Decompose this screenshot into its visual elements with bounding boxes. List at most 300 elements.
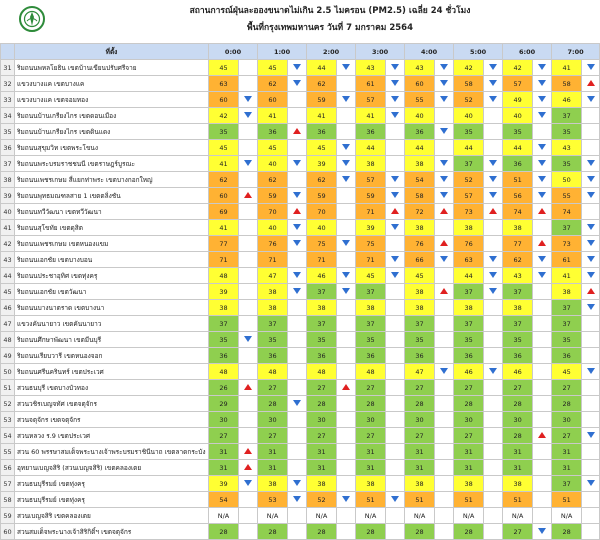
station-location: แขวงบางแค เขตบางแค	[15, 76, 209, 92]
trend-down-cell	[435, 124, 454, 140]
pm25-value: 52	[454, 92, 484, 108]
pm25-value: 31	[356, 460, 386, 476]
pm25-value: N/A	[307, 508, 337, 524]
trend-up-icon	[440, 240, 448, 246]
trend-down-cell	[288, 476, 307, 492]
trend-down-cell	[533, 76, 552, 92]
pm25-value: 38	[307, 476, 337, 492]
trend-down-icon	[391, 192, 399, 198]
pm25-value: N/A	[405, 508, 435, 524]
trend-down-cell	[337, 492, 356, 508]
trend-down-icon	[538, 160, 546, 166]
trend-down-icon	[587, 64, 595, 70]
trend-up-cell	[239, 188, 258, 204]
page-header	[0, 0, 600, 40]
trend-down-icon	[391, 80, 399, 86]
pm25-value: 35	[454, 332, 484, 348]
trend-up-cell	[533, 204, 552, 220]
trend-empty-cell	[435, 476, 454, 492]
pm25-value: 27	[405, 380, 435, 396]
trend-down-icon	[538, 144, 546, 150]
trend-empty-cell	[435, 492, 454, 508]
trend-down-cell	[386, 76, 405, 92]
pm25-value: 28	[503, 428, 533, 444]
pm25-value: 69	[209, 204, 239, 220]
trend-down-cell	[386, 172, 405, 188]
pm25-value: 28	[454, 524, 484, 540]
table-row	[1, 444, 600, 460]
trend-empty-cell	[386, 460, 405, 476]
station-location: ริมถนนเอกชัย เขตวัฒนา	[15, 284, 209, 300]
trend-down-icon	[342, 240, 350, 246]
pm25-value: 27	[552, 380, 582, 396]
station-location: ริมถนนศรีนครินทร์ เขตประเวศ	[15, 364, 209, 380]
pm25-value: 60	[209, 92, 239, 108]
trend-down-icon	[489, 368, 497, 374]
trend-down-cell	[484, 92, 503, 108]
pm25-value: 27	[307, 428, 337, 444]
pm25-value: 57	[503, 76, 533, 92]
pm25-value: 60	[405, 76, 435, 92]
trend-down-icon	[489, 288, 497, 294]
pm25-value: 28	[552, 396, 582, 412]
pm25-value: 38	[405, 156, 435, 172]
pm25-value: 38	[503, 220, 533, 236]
pm25-value: N/A	[503, 508, 533, 524]
trend-down-icon	[538, 272, 546, 278]
trend-empty-cell	[582, 412, 600, 428]
pm25-value: 41	[209, 156, 239, 172]
pm25-value: 45	[258, 140, 288, 156]
trend-empty-cell	[288, 252, 307, 268]
pm25-value: 37	[503, 284, 533, 300]
trend-empty-cell	[533, 476, 552, 492]
trend-down-icon	[587, 224, 595, 230]
trend-down-icon	[293, 240, 301, 246]
table-row	[1, 460, 600, 476]
trend-empty-cell	[582, 492, 600, 508]
trend-down-cell	[435, 92, 454, 108]
station-location: ริมถนนบางนาตราด เขตบางนา	[15, 300, 209, 316]
trend-up-cell	[435, 236, 454, 252]
trend-empty-cell	[337, 76, 356, 92]
table-row	[1, 108, 600, 124]
trend-up-cell	[533, 428, 552, 444]
pm25-value: 27	[356, 428, 386, 444]
station-location: ริมถนนประชาอุทิศ เขตทุ่งครุ	[15, 268, 209, 284]
pm25-value: 74	[552, 204, 582, 220]
pm25-value: 45	[307, 140, 337, 156]
station-number: 42	[1, 236, 15, 252]
trend-up-cell	[239, 380, 258, 396]
trend-empty-cell	[484, 236, 503, 252]
trend-down-icon	[587, 176, 595, 182]
trend-empty-cell	[484, 332, 503, 348]
trend-empty-cell	[386, 332, 405, 348]
trend-down-cell	[435, 364, 454, 380]
trend-empty-cell	[239, 60, 258, 76]
pm25-value: 27	[356, 380, 386, 396]
station-number: 39	[1, 188, 15, 204]
trend-down-cell	[533, 188, 552, 204]
trend-down-icon	[440, 96, 448, 102]
pm25-value: 27	[209, 428, 239, 444]
trend-up-icon	[342, 384, 350, 390]
pm25-value: 61	[552, 252, 582, 268]
header-time-0: 0:00	[209, 44, 258, 60]
trend-down-cell	[288, 220, 307, 236]
trend-down-icon	[489, 256, 497, 262]
trend-empty-cell	[239, 268, 258, 284]
pm25-value: 42	[503, 60, 533, 76]
trend-down-icon	[440, 368, 448, 374]
trend-empty-cell	[288, 172, 307, 188]
pm25-value: 37	[552, 476, 582, 492]
trend-up-icon	[293, 208, 301, 214]
pm25-value: 38	[258, 300, 288, 316]
trend-up-cell	[435, 284, 454, 300]
pm25-value: 28	[405, 524, 435, 540]
pm25-value: 37	[405, 316, 435, 332]
pm25-value: 30	[307, 412, 337, 428]
trend-down-cell	[288, 268, 307, 284]
trend-empty-cell	[337, 428, 356, 444]
table-row	[1, 316, 600, 332]
trend-empty-cell	[386, 380, 405, 396]
trend-empty-cell	[337, 300, 356, 316]
trend-empty-cell	[288, 348, 307, 364]
pm25-value: 30	[209, 412, 239, 428]
station-number: 43	[1, 252, 15, 268]
trend-empty-cell	[386, 524, 405, 540]
pm25-value: 56	[503, 188, 533, 204]
trend-down-icon	[587, 192, 595, 198]
trend-empty-cell	[239, 428, 258, 444]
pm25-value: 46	[307, 268, 337, 284]
table-row	[1, 412, 600, 428]
table-row	[1, 60, 600, 76]
pm25-value: 39	[307, 156, 337, 172]
trend-empty-cell	[386, 236, 405, 252]
pm25-value: 38	[454, 476, 484, 492]
trend-down-cell	[239, 92, 258, 108]
pm25-value: 31	[258, 444, 288, 460]
page-title: สถานการณ์ฝุ่นละอองขนาดไม่เกิน 2.5 ไมครอน (PM2.5) เฉลี่ย 24 ชั่วโมง	[189, 6, 471, 16]
header-time-1: 1:00	[258, 44, 307, 60]
trend-empty-cell	[582, 316, 600, 332]
station-number: 38	[1, 172, 15, 188]
trend-down-cell	[484, 188, 503, 204]
pm25-value: 39	[356, 220, 386, 236]
trend-empty-cell	[288, 92, 307, 108]
trend-down-cell	[582, 156, 600, 172]
trend-empty-cell	[337, 188, 356, 204]
trend-empty-cell	[533, 508, 552, 524]
trend-empty-cell	[337, 508, 356, 524]
station-location: ริมถนนสุโขทัย เขตดุสิต	[15, 220, 209, 236]
trend-up-cell	[386, 204, 405, 220]
trend-down-icon	[587, 272, 595, 278]
table-row	[1, 204, 600, 220]
trend-empty-cell	[435, 508, 454, 524]
trend-down-cell	[386, 188, 405, 204]
pm25-value: 37	[356, 316, 386, 332]
pm25-value: 37	[503, 316, 533, 332]
pm25-value: 60	[209, 188, 239, 204]
trend-down-icon	[538, 112, 546, 118]
trend-down-icon	[440, 160, 448, 166]
trend-empty-cell	[533, 364, 552, 380]
pm25-value: 38	[405, 220, 435, 236]
pm25-value: 41	[552, 60, 582, 76]
pm25-value: 51	[454, 492, 484, 508]
pm25-value: 57	[454, 188, 484, 204]
station-number: 47	[1, 316, 15, 332]
pm25-value: 31	[405, 444, 435, 460]
trend-down-cell	[484, 60, 503, 76]
trend-empty-cell	[386, 396, 405, 412]
pm25-value: 28	[405, 396, 435, 412]
pm25-value: 44	[307, 60, 337, 76]
pm25-value: 45	[552, 364, 582, 380]
trend-empty-cell	[337, 396, 356, 412]
trend-empty-cell	[582, 460, 600, 476]
trend-down-cell	[582, 92, 600, 108]
pm25-value: 35	[209, 124, 239, 140]
trend-down-cell	[484, 268, 503, 284]
station-number: 41	[1, 220, 15, 236]
header-number	[1, 44, 15, 60]
trend-empty-cell	[386, 284, 405, 300]
trend-up-icon	[244, 384, 252, 390]
pm25-value: 70	[258, 204, 288, 220]
pm25-value: 38	[356, 476, 386, 492]
trend-empty-cell	[484, 460, 503, 476]
trend-down-icon	[293, 272, 301, 278]
trend-down-icon	[293, 480, 301, 486]
table-row	[1, 396, 600, 412]
station-number: 44	[1, 268, 15, 284]
trend-down-icon	[587, 240, 595, 246]
pm25-value: 47	[258, 268, 288, 284]
pm25-value: 27	[454, 380, 484, 396]
station-location: ริมถนนพระบรมราชชนนี เขตราษฎร์บูรณะ	[15, 156, 209, 172]
pm25-value: 30	[405, 412, 435, 428]
pm25-value: 28	[258, 396, 288, 412]
trend-down-cell	[582, 300, 600, 316]
table-row	[1, 156, 600, 172]
trend-empty-cell	[484, 428, 503, 444]
trend-empty-cell	[386, 444, 405, 460]
trend-up-icon	[538, 208, 546, 214]
trend-down-icon	[293, 496, 301, 502]
trend-empty-cell	[239, 284, 258, 300]
pm25-value: 36	[209, 348, 239, 364]
trend-down-icon	[489, 272, 497, 278]
trend-empty-cell	[484, 412, 503, 428]
pm25-value: 27	[307, 380, 337, 396]
trend-down-icon	[587, 160, 595, 166]
pm25-value: 45	[356, 268, 386, 284]
trend-down-cell	[386, 492, 405, 508]
pm25-value: 31	[405, 460, 435, 476]
station-location: สวนธนบุรีรมย์ เขตทุ่งครุ	[15, 476, 209, 492]
trend-empty-cell	[239, 76, 258, 92]
page-subtitle: พื้นที่กรุงเทพมหานคร วันที่ 7 มกราคม 2564	[246, 23, 413, 33]
trend-down-cell	[533, 60, 552, 76]
pm25-value: 38	[454, 220, 484, 236]
station-number: 56	[1, 460, 15, 476]
table-row	[1, 268, 600, 284]
trend-empty-cell	[533, 220, 552, 236]
trend-empty-cell	[533, 460, 552, 476]
pm25-value: 73	[552, 236, 582, 252]
trend-empty-cell	[533, 300, 552, 316]
trend-up-icon	[587, 288, 595, 294]
station-number: 50	[1, 364, 15, 380]
station-location: สวนธนบุรีรมย์ เขตทุ่งครุ	[15, 492, 209, 508]
trend-down-cell	[337, 284, 356, 300]
pm25-value: 42	[454, 60, 484, 76]
trend-down-cell	[435, 252, 454, 268]
pm25-value: 51	[503, 172, 533, 188]
pm25-value: 27	[503, 380, 533, 396]
trend-empty-cell	[288, 460, 307, 476]
pm25-value: 26	[209, 380, 239, 396]
trend-down-icon	[293, 224, 301, 230]
trend-down-icon	[587, 480, 595, 486]
trend-empty-cell	[239, 172, 258, 188]
trend-down-icon	[440, 80, 448, 86]
pm25-value: 36	[307, 124, 337, 140]
trend-up-cell	[337, 380, 356, 396]
pm25-value: 28	[356, 524, 386, 540]
pm25-value: 77	[503, 236, 533, 252]
trend-down-icon	[538, 256, 546, 262]
pm25-value: 76	[454, 236, 484, 252]
pm25-value: 38	[405, 284, 435, 300]
pm25-value: 40	[405, 108, 435, 124]
pm25-value: N/A	[209, 508, 239, 524]
pm25-value: 54	[209, 492, 239, 508]
pm25-value: 38	[454, 300, 484, 316]
trend-down-icon	[489, 160, 497, 166]
pm25-value: 45	[209, 140, 239, 156]
pm25-value: 31	[503, 444, 533, 460]
pm25-value: 45	[209, 60, 239, 76]
trend-up-cell	[582, 284, 600, 300]
pm25-value: 35	[209, 332, 239, 348]
header-time-6: 6:00	[503, 44, 552, 60]
station-number: 59	[1, 508, 15, 524]
trend-empty-cell	[239, 204, 258, 220]
station-location: อุทยานเบญจสิริ (สวนเบญจสิริ) เขตคลองเตย	[15, 460, 209, 476]
trend-empty-cell	[484, 348, 503, 364]
trend-empty-cell	[484, 444, 503, 460]
trend-up-icon	[244, 448, 252, 454]
pm25-value: 41	[258, 108, 288, 124]
trend-down-cell	[386, 252, 405, 268]
trend-up-cell	[288, 124, 307, 140]
pm25-value: 51	[356, 492, 386, 508]
pm25-value: 36	[503, 156, 533, 172]
trend-empty-cell	[435, 524, 454, 540]
pm25-value: 40	[258, 156, 288, 172]
pm25-value: 46	[454, 364, 484, 380]
station-number: 58	[1, 492, 15, 508]
trend-empty-cell	[288, 108, 307, 124]
table-row	[1, 140, 600, 156]
pm25-value: 38	[356, 300, 386, 316]
trend-empty-cell	[582, 108, 600, 124]
trend-empty-cell	[435, 348, 454, 364]
trend-down-icon	[489, 64, 497, 70]
trend-empty-cell	[435, 460, 454, 476]
trend-down-icon	[440, 176, 448, 182]
pm25-value: 62	[503, 252, 533, 268]
trend-down-cell	[337, 236, 356, 252]
station-location: ริมถนนศึกษาพัฒนา เขตมีนบุรี	[15, 332, 209, 348]
trend-empty-cell	[386, 156, 405, 172]
trend-down-icon	[440, 64, 448, 70]
trend-empty-cell	[337, 476, 356, 492]
trend-down-icon	[538, 80, 546, 86]
trend-down-icon	[440, 192, 448, 198]
trend-down-cell	[582, 428, 600, 444]
pm25-value: 35	[258, 332, 288, 348]
trend-down-icon	[587, 432, 595, 438]
pm25-value: 36	[552, 348, 582, 364]
trend-down-cell	[288, 188, 307, 204]
trend-down-icon	[342, 160, 350, 166]
trend-empty-cell	[337, 124, 356, 140]
table-row	[1, 508, 600, 524]
trend-empty-cell	[435, 220, 454, 236]
pm25-value: 36	[307, 348, 337, 364]
station-number: 35	[1, 124, 15, 140]
trend-up-icon	[244, 192, 252, 198]
trend-down-cell	[288, 236, 307, 252]
trend-empty-cell	[239, 348, 258, 364]
trend-down-icon	[342, 272, 350, 278]
station-location: สวนธนบุรี เขตบางบัวทอง	[15, 380, 209, 396]
trend-empty-cell	[288, 380, 307, 396]
trend-up-icon	[538, 432, 546, 438]
trend-empty-cell	[582, 204, 600, 220]
trend-down-cell	[337, 60, 356, 76]
trend-down-cell	[288, 396, 307, 412]
station-location: ริมถนนพุทธมณฑลสาย 1 เขตตลิ่งชัน	[15, 188, 209, 204]
station-number: 34	[1, 108, 15, 124]
trend-down-icon	[293, 400, 301, 406]
trend-down-cell	[582, 268, 600, 284]
pm25-value: 45	[405, 268, 435, 284]
trend-empty-cell	[288, 524, 307, 540]
table-row	[1, 76, 600, 92]
pm25-value: 75	[307, 236, 337, 252]
trend-down-cell	[533, 268, 552, 284]
pm25-value: 37	[307, 316, 337, 332]
pm25-value: 49	[503, 92, 533, 108]
pm25-value: 57	[356, 172, 386, 188]
trend-empty-cell	[484, 124, 503, 140]
trend-empty-cell	[484, 108, 503, 124]
trend-up-cell	[288, 204, 307, 220]
pm25-value: 62	[307, 76, 337, 92]
pm25-value: 59	[307, 188, 337, 204]
trend-empty-cell	[239, 524, 258, 540]
trend-down-icon	[538, 176, 546, 182]
